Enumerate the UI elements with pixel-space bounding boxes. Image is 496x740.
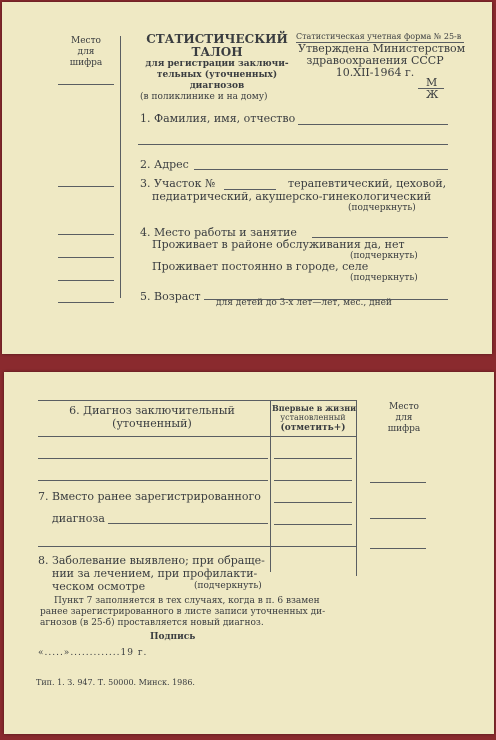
top-card	[2, 2, 492, 354]
date-line[interactable]: «.....».............19 г.	[38, 648, 148, 658]
diagnosis-line[interactable]	[38, 458, 268, 459]
first-time-line[interactable]	[274, 502, 352, 503]
field-detected-note: (подчеркнуть)	[194, 581, 262, 591]
print-footer: Тип. 1. З. 947. Т. 50000. Минск. 1986.	[36, 678, 195, 687]
form-number: Статистическая учетная форма № 25-в	[296, 32, 462, 41]
field-district-note: (подчеркнуть)	[348, 203, 416, 213]
form-title-2: ТАЛОН	[191, 45, 243, 59]
table-header-rule	[38, 436, 356, 437]
cipher-line	[370, 518, 426, 519]
sex-female: Ж	[426, 88, 439, 101]
field-residence-note: (подчеркнуть)	[350, 251, 418, 261]
first-time-line[interactable]	[274, 524, 352, 525]
form-subtitle-note: (в поликлинике и на дому)	[140, 92, 268, 102]
field-diagnosis-header: 6. Диагноз заключительный (уточненный)	[69, 404, 235, 430]
field-name-label: 1. Фамилия, имя, отчество	[140, 112, 296, 125]
field-work-label: 4. Место работы и занятие	[140, 226, 297, 239]
field-address-label: 2. Адрес	[140, 158, 189, 171]
cipher-line	[58, 186, 114, 187]
sex-male: М	[426, 76, 438, 89]
cipher-line	[58, 234, 114, 235]
cipher-label: Место для шифра	[69, 36, 103, 68]
diagnosis-line[interactable]	[38, 480, 268, 481]
signature-label: Подпись	[150, 632, 196, 642]
cipher-column-divider	[356, 400, 357, 576]
approval-text: Утверждена Министерством здравоохранения СССР 10.XII-1964 г.	[298, 42, 466, 79]
table-top-rule	[38, 400, 356, 401]
cipher-line	[58, 302, 114, 303]
form-subtitle: для регистрации заключи- тельных (уточненных) диагнозов	[145, 59, 289, 91]
field-district-types: терапевтический, цеховой,	[288, 177, 447, 190]
field-detected: 8. Заболевание выявлено; при обраще- нии за лечением, при профилакти- ческом осмотре	[38, 554, 265, 593]
field-residence-note-2: (подчеркнуть)	[350, 273, 418, 283]
field-previous-diagnosis-label-2: диагноза	[52, 512, 105, 525]
cipher-line	[58, 280, 114, 281]
first-time-line[interactable]	[274, 480, 352, 481]
cipher-line	[58, 84, 114, 85]
cipher-line	[370, 548, 426, 549]
first-time-line[interactable]	[274, 458, 352, 459]
first-time-header: Впервые в жизни установленный (отметить+)	[272, 403, 357, 433]
previous-diagnosis-line[interactable]	[108, 523, 268, 524]
instruction-note: Пункт 7 заполняется в тех случаях, когда в п. 6 взамен ранее зарегистрированного в листе записи уточненных ди- агнозов (в 25-б) проставляется новый диагноз.	[40, 596, 326, 628]
field-address-line[interactable]	[194, 169, 448, 170]
form-title: СТАТИСТИЧЕСКИЙ	[146, 32, 288, 46]
table-bottom-rule	[38, 546, 356, 547]
bottom-card	[4, 372, 494, 734]
field-name-line[interactable]	[298, 124, 448, 125]
cipher-line	[370, 482, 426, 483]
cipher-label: Место для шифра	[387, 402, 421, 434]
field-previous-diagnosis-label: 7. Вместо ранее зарегистрированного	[38, 490, 261, 503]
field-district-label: 3. Участок №	[140, 177, 216, 190]
field-age-note: для детей до 3-х лет—лет, мес., дней	[216, 298, 392, 308]
field-district-types-2: педиатрический, акушерско-гинекологический	[152, 190, 432, 203]
field-residence-area: Проживает в районе обслуживания да, нет	[152, 238, 405, 251]
field-name-line-2[interactable]	[138, 144, 448, 145]
cipher-column-divider	[120, 36, 121, 298]
field-age-label: 5. Возраст	[140, 290, 201, 303]
field-residence-permanent: Проживает постоянно в городе, селе	[152, 260, 369, 273]
cipher-line	[58, 257, 114, 258]
